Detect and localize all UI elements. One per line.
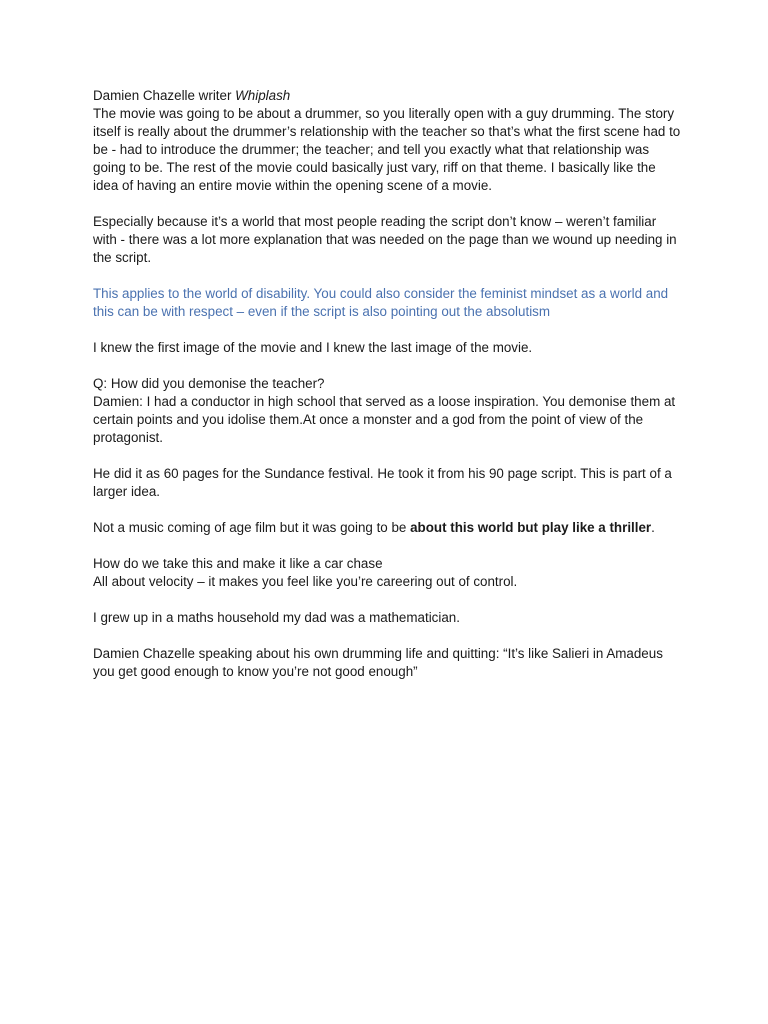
thriller-normal-text: Not a music coming of age film but it was going to be xyxy=(93,520,411,535)
document-body xyxy=(93,87,683,699)
question-line: Q: How did you demonise the teacher? xyxy=(93,376,325,391)
heading-film-title: Whiplash xyxy=(235,88,291,103)
thriller-bold-text: about this world but play like a thriller xyxy=(410,520,652,535)
paragraph-first-last-image: I knew the first image of the movie and I knew the last image of the movie. xyxy=(93,340,533,355)
paragraph-sundance: He did it as 60 pages for the Sundance festival. He took it from his 90 page script. This is part of a larger idea. xyxy=(93,466,672,499)
heading xyxy=(93,87,683,105)
answer-paragraph: Damien: I had a conductor in high school that served as a loose inspiration. You demonise them at certain points and you idolise them.At once a monster and a god from the point of view of the protagonist. xyxy=(93,394,676,445)
thriller-end-text: . xyxy=(651,520,655,535)
heading-prefix: Damien Chazelle writer xyxy=(93,88,236,103)
paragraph-thriller xyxy=(93,519,683,537)
car-chase-line: How do we take this and make it like a car chase xyxy=(93,556,383,571)
paragraph-maths-household: I grew up in a maths household my dad was a mathematician. xyxy=(93,610,460,625)
paragraph-opening-scene: The movie was going to be about a drummer, so you literally open with a guy drumming. The story itself is really about the drummer’s relationship with the teacher so that’s what the first scene had to be - had to introduce the drummer; the teacher; and tell you exactly what that relationship was going to be. The rest of the movie could basically just vary, riff on that theme. I basically like the idea of having an entire movie within the opening scene of a movie. xyxy=(93,106,681,193)
paragraph-world-explanation: Especially because it’s a world that most people reading the script don’t know – weren’t familiar with - there was a lot more explanation that was needed on the page than we wound up needing in the script. xyxy=(93,214,677,265)
paragraph-blue-note: This applies to the world of disability. You could also consider the feminist mindset as a world and this can be with respect – even if the script is also pointing out the absolutism xyxy=(93,286,669,319)
velocity-line: All about velocity – it makes you feel like you’re careering out of control. xyxy=(93,574,518,589)
paragraph-salieri-quote: Damien Chazelle speaking about his own drumming life and quitting: “It’s like Salieri in Amadeus you get good enough to know you’re not good enough” xyxy=(93,646,663,679)
